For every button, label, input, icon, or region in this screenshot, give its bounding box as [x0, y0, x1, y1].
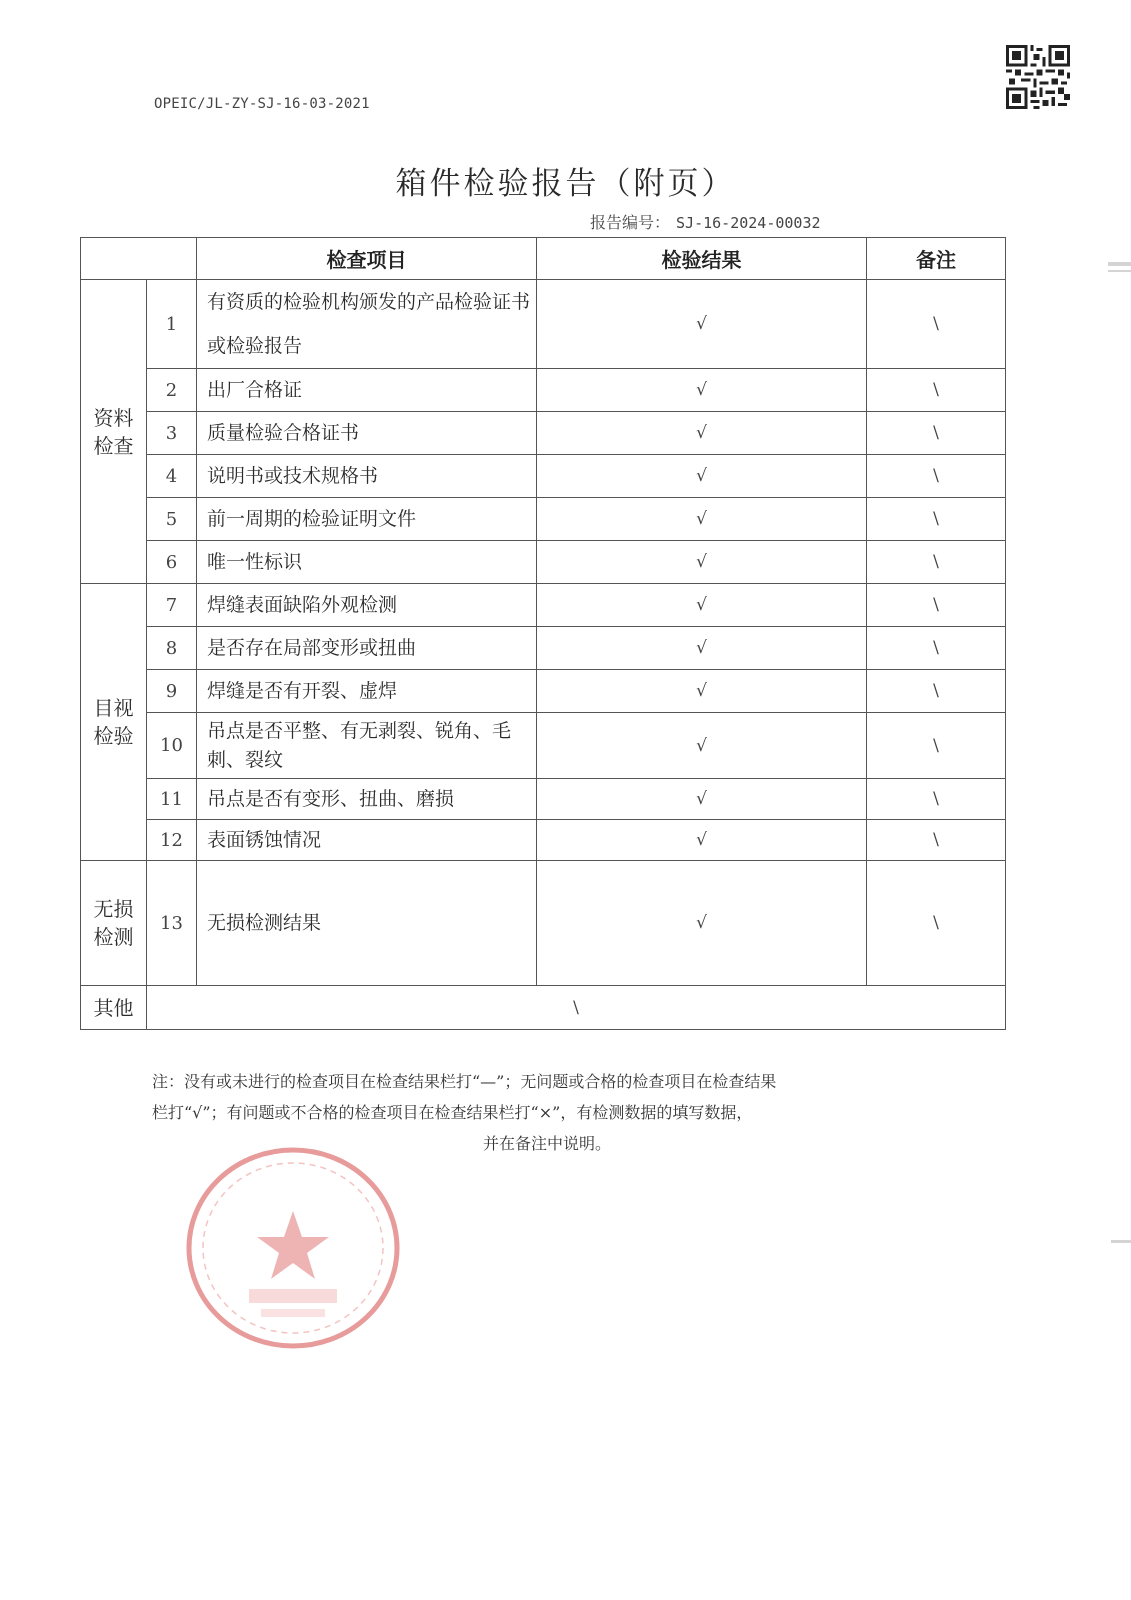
row-remark: \: [867, 779, 1006, 820]
report-number-label: 报告编号：: [590, 213, 671, 232]
table-row: [81, 455, 1006, 498]
header-item: 检查项目: [197, 238, 537, 280]
table-row: [81, 584, 1006, 627]
table-row: [81, 713, 1006, 779]
table-row: [81, 627, 1006, 670]
row-remark: \: [867, 455, 1006, 498]
header-remark: 备注: [867, 238, 1006, 280]
table-row: [81, 861, 1006, 986]
row-result: √: [537, 713, 867, 779]
document-code: OPEIC/JL-ZY-SJ-16-03-2021: [154, 96, 370, 112]
report-number: [590, 210, 821, 233]
row-item: 出厂合格证: [197, 369, 537, 412]
row-remark: \: [867, 412, 1006, 455]
table-row: [81, 820, 1006, 861]
row-number: 1: [147, 280, 197, 369]
row-number: 3: [147, 412, 197, 455]
other-row: [81, 986, 1006, 1030]
row-remark: \: [867, 820, 1006, 861]
row-result: √: [537, 369, 867, 412]
row-number: 5: [147, 498, 197, 541]
row-item: 吊点是否平整、有无剥裂、锐角、毛刺、裂纹: [197, 713, 537, 779]
row-item: 无损检测结果: [197, 861, 537, 986]
row-remark: \: [867, 584, 1006, 627]
row-result: √: [537, 670, 867, 713]
scan-edge-mark: [1108, 262, 1131, 266]
row-result: √: [537, 584, 867, 627]
row-remark: \: [867, 861, 1006, 986]
other-label: 其他: [81, 986, 147, 1030]
row-item: 焊缝是否有开裂、虚焊: [197, 670, 537, 713]
row-result: √: [537, 627, 867, 670]
row-item: 质量检验合格证书: [197, 412, 537, 455]
row-remark: \: [867, 369, 1006, 412]
table-row: [81, 498, 1006, 541]
report-number-value: SJ-16-2024-00032: [676, 214, 821, 232]
row-remark: \: [867, 670, 1006, 713]
table-row: [81, 779, 1006, 820]
header-blank-cell: [81, 238, 197, 280]
row-item: 前一周期的检验证明文件: [197, 498, 537, 541]
category-cell: [81, 861, 147, 986]
row-number: 6: [147, 541, 197, 584]
table-row: [81, 280, 1006, 369]
row-result: √: [537, 820, 867, 861]
row-item: 说明书或技术规格书: [197, 455, 537, 498]
footnote-line-2: 栏打“√”；有问题或不合格的检查项目在检查结果栏打“×”，有检测数据的填写数据，: [152, 1103, 753, 1122]
category-label: 无损检测: [93, 897, 134, 949]
table-row: [81, 412, 1006, 455]
row-item: 吊点是否有变形、扭曲、磨损: [197, 779, 537, 820]
scan-edge-mark: [1108, 270, 1131, 272]
row-result: √: [537, 280, 867, 369]
row-number: 12: [147, 820, 197, 861]
row-item: 焊缝表面缺陷外观检测: [197, 584, 537, 627]
row-result: √: [537, 455, 867, 498]
row-number: 10: [147, 713, 197, 779]
row-result: √: [537, 498, 867, 541]
category-cell: [81, 280, 147, 584]
row-item: 有资质的检验机构颁发的产品检验证书或检验报告: [197, 280, 537, 369]
row-number: 2: [147, 369, 197, 412]
other-value: \: [147, 986, 1006, 1030]
qr-code-icon: [1006, 45, 1070, 109]
category-cell: [81, 584, 147, 861]
category-label: 目视检验: [93, 696, 134, 748]
table-row: [81, 670, 1006, 713]
table-row: [81, 369, 1006, 412]
row-number: 9: [147, 670, 197, 713]
row-remark: \: [867, 280, 1006, 369]
scan-edge-mark: [1111, 1240, 1131, 1243]
table-row: [81, 541, 1006, 584]
category-label: 资料检查: [93, 405, 134, 458]
row-number: 4: [147, 455, 197, 498]
row-item: 表面锈蚀情况: [197, 820, 537, 861]
footnote-line-3: 并在备注中说明。: [482, 1134, 611, 1153]
row-number: 11: [147, 779, 197, 820]
footnote-line-1: 注：没有或未进行的检查项目在检查结果栏打“—”；无问题或合格的检查项目在检查结果: [152, 1072, 777, 1091]
row-number: 7: [147, 584, 197, 627]
row-result: √: [537, 412, 867, 455]
inspection-table: [80, 237, 1006, 1030]
row-result: √: [537, 861, 867, 986]
row-result: √: [537, 541, 867, 584]
row-result: √: [537, 779, 867, 820]
official-seal: [183, 1143, 403, 1353]
row-item: 是否存在局部变形或扭曲: [197, 627, 537, 670]
row-item: 唯一性标识: [197, 541, 537, 584]
page-title: 箱件检验报告（附页）: [395, 166, 736, 202]
header-result: 检验结果: [537, 238, 867, 280]
row-number: 8: [147, 627, 197, 670]
row-number: 13: [147, 861, 197, 986]
row-remark: \: [867, 713, 1006, 779]
row-remark: \: [867, 541, 1006, 584]
table-header-row: [81, 238, 1006, 280]
row-remark: \: [867, 627, 1006, 670]
row-remark: \: [867, 498, 1006, 541]
